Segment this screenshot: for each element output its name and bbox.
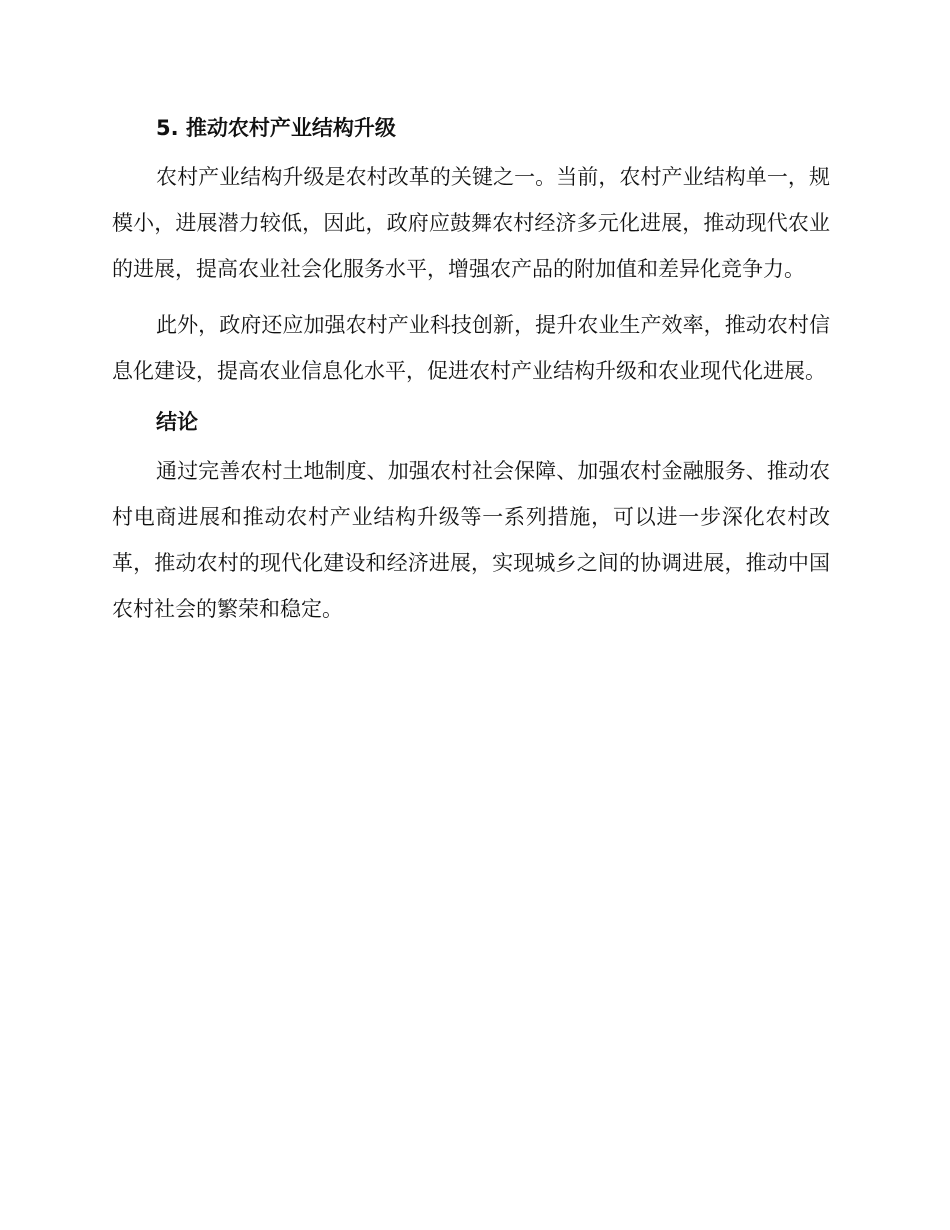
section-heading-5: 5. 推动农村产业结构升级 — [156, 116, 396, 140]
conclusion-heading: 结论 — [156, 410, 198, 434]
paragraph-conclusion: 通过完善农村土地制度、加强农村社会保障、加强农村金融服务、推动农村电商进展和推动农村产业结构升级等一系列措施，可以进一步深化农村改革，推动农村的现代化建设和经济进展，实现城乡之间的协调进展，推动中国农村社会的繁荣和稳定。 — [112, 459, 830, 621]
document-page — [112, 110, 830, 632]
paragraph-industry-upgrade: 农村产业结构升级是农村改革的关键之一。当前，农村产业结构单一，规模小，进展潜力较低，因此，政府应鼓舞农村经济多元化进展，推动现代农业的进展，提高农业社会化服务水平，增强农产品的附加值和差异化竞争力。 — [112, 165, 830, 281]
paragraph-tech-innovation: 此外，政府还应加强农村产业科技创新，提升农业生产效率，推动农村信息化建设，提高农业信息化水平，促进农村产业结构升级和农业现代化进展。 — [112, 313, 830, 383]
